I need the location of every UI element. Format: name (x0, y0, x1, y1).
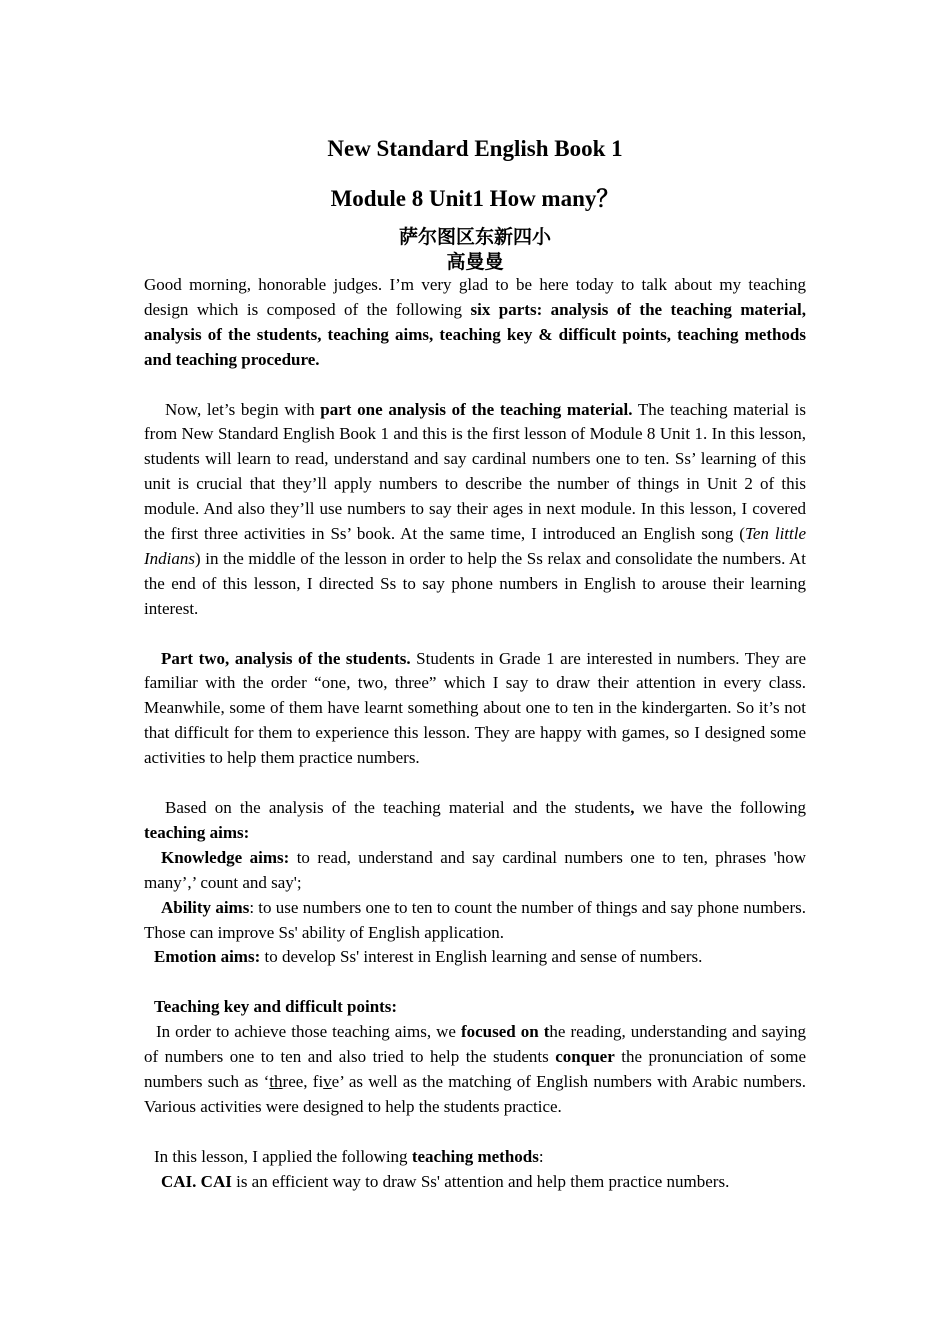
underlined-v: v (323, 1071, 332, 1091)
aims-text-a: Based on the analysis of the teaching material and the students (165, 797, 631, 817)
aims-text-b: we have the following (634, 797, 806, 817)
methods-text-b: : (538, 1146, 544, 1166)
intro-paragraph (144, 273, 806, 373)
author-name: 高曼曼 (446, 251, 504, 273)
song-title: Ten little Indians (144, 524, 807, 568)
spacer (144, 970, 806, 995)
document-body (144, 273, 806, 1194)
aims-intro-paragraph (144, 796, 806, 846)
knowledge-aims-text: to read, understand and say cardinal numbers one to ten, phrases 'how many’,’ count and say'; (144, 847, 807, 892)
part-one-text-c: ) in the middle of the lesson in order to help the Ss relax and consolidate the numbers. At the end of this lesson, I directed Ss to say phone numbers in English to arouse their learning interest. (144, 548, 806, 618)
key-points-paragraph (144, 1020, 806, 1120)
intro-bold: six parts: analysis of the teaching material, analysis of the students, teaching aims, teaching key & difficult points, teaching methods and teaching procedure. (144, 299, 806, 369)
part-one-text-a: Now, let’s begin with (165, 399, 321, 419)
doc-title: New Standard English Book 1 (327, 136, 623, 161)
part-one-text-b: The teaching material is from New Standard English Book 1 and this is the first lesson of Module 8 Unit 1. In this lesson, students will learn to read, understand and say cardinal numbers one to ten. Ss’ learning of this unit is crucial that they’ll apply numbers to describe the number of things in Unit 2 of this module. And also they’ll use numbers to say their ages in next module. In this lesson, I covered the first three activities in Ss’ book. At the same time, I introduced an English song ( (144, 399, 806, 544)
part-two-text: Students in Grade 1 are interested in numbers. They are familiar with the order “one, two, three” which I say to draw their attention in every class. Meanwhile, some of them have learnt something about one to ten in the kindergarten. So it’s not that difficult for them to experience this lesson. They are happy with games, so I designed some activities to help them practice numbers. (144, 648, 806, 768)
methods-paragraph (144, 1145, 806, 1170)
ability-aims-label: Ability aims (161, 897, 250, 917)
key-points-bold-a: focused on t (460, 1022, 550, 1042)
knowledge-aims-label: Knowledge aims: (161, 847, 290, 867)
ability-aims-text: : to use numbers one to ten to count the number of things and say phone numbers. Those can improve Ss' ability of English application. (144, 897, 807, 942)
key-points-heading: Teaching key and difficult points: (154, 997, 398, 1017)
spacer (144, 1120, 806, 1145)
aims-heading: teaching aims: (144, 822, 250, 842)
school-name: 萨尔图区东新四小 (398, 226, 551, 248)
intro-text: Good morning, honorable judges. I’m very glad to be here today to talk about my teaching design which is composed of the following (144, 275, 806, 319)
methods-text-a: In this lesson, I applied the following (154, 1146, 412, 1166)
key-points-heading-paragraph (144, 995, 806, 1020)
key-points-bold-b: conquer (555, 1047, 615, 1067)
emotion-aims-text: to develop Ss' interest in English learning and sense of numbers. (260, 947, 703, 967)
cai-text: is an efficient way to draw Ss' attention and help them practice numbers. (231, 1171, 730, 1191)
cai-paragraph (144, 1170, 806, 1195)
part-two-paragraph (144, 647, 806, 772)
key-points-text-d: ree, fi (282, 1071, 324, 1091)
emotion-aims-paragraph (144, 945, 806, 970)
part-one-heading: part one analysis of the teaching material. (320, 399, 633, 419)
aims-comma: , (630, 797, 635, 817)
doc-subtitle: Module 8 Unit1 How many？ (330, 186, 620, 211)
spacer (144, 622, 806, 647)
key-points-text-a: In order to achieve those teaching aims, we (156, 1022, 461, 1042)
key-points-text-c: the pronunciation of some numbers such as ‘ (144, 1047, 806, 1091)
spacer (144, 373, 806, 398)
spacer (144, 771, 806, 796)
part-one-paragraph (144, 398, 806, 622)
part-two-heading: Part two, analysis of the students. (161, 648, 411, 668)
key-points-text-b: he reading, understanding and saying of numbers one to ten and also tried to help the students (144, 1022, 806, 1067)
emotion-aims-label: Emotion aims: (154, 947, 261, 967)
knowledge-aims-paragraph (144, 846, 806, 896)
ability-aims-paragraph (144, 896, 806, 946)
key-points-text-e: e’ as well as the matching of English numbers with Arabic numbers. Various activities were designed to help the students practice. (144, 1071, 806, 1116)
cai-label: CAI. CAI (161, 1171, 232, 1191)
methods-heading: teaching methods (411, 1146, 539, 1166)
underlined-th: th (269, 1071, 283, 1091)
